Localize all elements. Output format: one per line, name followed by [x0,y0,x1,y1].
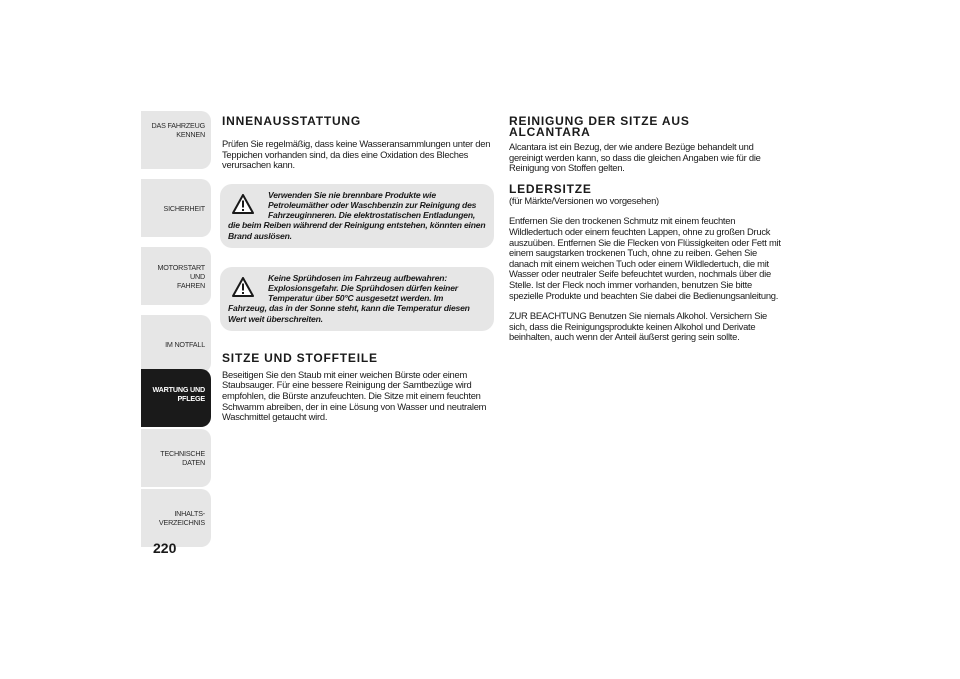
heading-reinigung-alcantara [509,116,787,138]
tab-motorstart-und-fahren[interactable] [141,247,211,305]
paragraph-alcantara: Alcantara ist ein Bezug, der wie andere Bezüge behandelt und gereinigt werden kann, so dass die gleichen Angaben wie für die Reinigung von Stoffen gelten. [509,141,761,174]
warning-box-brennbare-produkte [220,184,494,248]
warning-text-full: Fahrzeug, das in der Sonne steht, kann die Temperatur diesen Wert weit überschreiten. [228,303,470,324]
tab-das-fahrzeug-kennen[interactable] [141,111,211,169]
tab-label-line: SICHERHEIT [163,203,205,213]
left-column [222,116,492,423]
heading-ledersitze: LEDERSITZE [509,181,592,196]
tab-label-line: MOTORSTART UND [157,263,205,281]
paragraph-zur-beachtung: ZUR BEACHTUNG Benutzen Sie niemals Alkohol. Versichern Sie sich, dass die Reinigungsprodukte keinen Alkohol und Derivate beinhalten, auch wenn der Anteil äußerst gering sein sollte. [509,310,768,343]
warning-text-indented: Keine Sprühdosen im Fahrzeug aufbewahren: Explosionsgefahr. Die Sprühdosen dürfen keiner Temperatur über 50°C ausgesetzt werden. Im [268,272,458,304]
tab-label-line: INHALTS- [174,509,205,518]
tab-label-line: IM NOTFALL [165,339,205,349]
paragraph-innenausstattung: Prüfen Sie regelmäßig, dass keine Wasseransammlungen unter den Teppichen vorhanden sind, da dies eine Oxidation des Bleches verursachen kann. [222,138,491,171]
tab-label-line: PFLEGE [177,394,205,403]
paragraph-ledersitze: Entfernen Sie den trockenen Schmutz mit einem feuchten Wildledertuch oder einem feuchten Lappen, ohne zu großen Druck auszuüben. Entfernen Sie die Flecken von Flüssigkeiten oder Fett mit einem saugstarken trockenen Tuch, ohne zu reiben. Gehen Sie danach mit einem weichen Tuch oder einem Wildledertuch, die mit Wasser oder neutraler Seife befeuchtet wurden, nochmals über die Stelle. Ist der Fleck noch immer vorhanden, benutzen Sie bitte spezielle Produkte und beachten Sie dabei die Bedienungsanleitung. [509,215,781,301]
warning-triangle-icon [232,194,254,214]
heading-line: ALCANTARA [509,125,591,139]
tab-label-line: VERZEICHNIS [158,518,205,527]
warning-text-full: die beim Reiben während der Reinigung entstehen, könnten einen Brand auslösen. [228,220,486,241]
tab-label-line: WARTUNG UND [152,385,205,394]
tab-label-line: TECHNISCHE DATEN [160,449,205,467]
paragraph-sitze-und-stoffteile: Beseitigen Sie den Staub mit einer weichen Bürste oder einem Staubsauger. Für eine bessere Reinigung der Samtbezüge wird empfohlen, die Bürste anzufeuchten. Die Sitze mit einem feuchten Schwamm abreiben, der in eine Lösung von Wasser und neutralem Waschmittel getaucht wird. [222,368,487,423]
heading-sitze-und-stoffteile: SITZE UND STOFFTEILE [222,350,378,365]
heading-line: REINIGUNG DER SITZE AUS [509,114,690,128]
tab-technische-daten[interactable] [141,429,211,487]
tab-inhaltsverzeichnis[interactable] [141,489,211,547]
heading-innenausstattung: INNENAUSSTATTUNG [222,114,362,128]
tab-label-line: DAS FAHRZEUG [151,121,205,130]
tab-label-line: KENNEN [176,130,205,139]
ledersitze-note: (für Märkte/Versionen wo vorgesehen) [509,194,659,206]
page-number: 220 [153,540,177,556]
tab-wartung-und-pflege[interactable] [141,369,211,427]
warning-triangle-icon [232,277,254,297]
warning-text-indented: Verwenden Sie nie brennbare Produkte wie Petroleumäther oder Waschbenzin zur Reinigung des Fahrzeuginneren. Die elektrostatischen Entladungen, [268,189,477,221]
tab-label-line: FAHREN [177,281,205,290]
tab-sicherheit[interactable] [141,179,211,237]
tab-im-notfall[interactable] [141,315,211,373]
warning-box-spruehdosen [220,267,494,331]
right-column [509,116,787,343]
